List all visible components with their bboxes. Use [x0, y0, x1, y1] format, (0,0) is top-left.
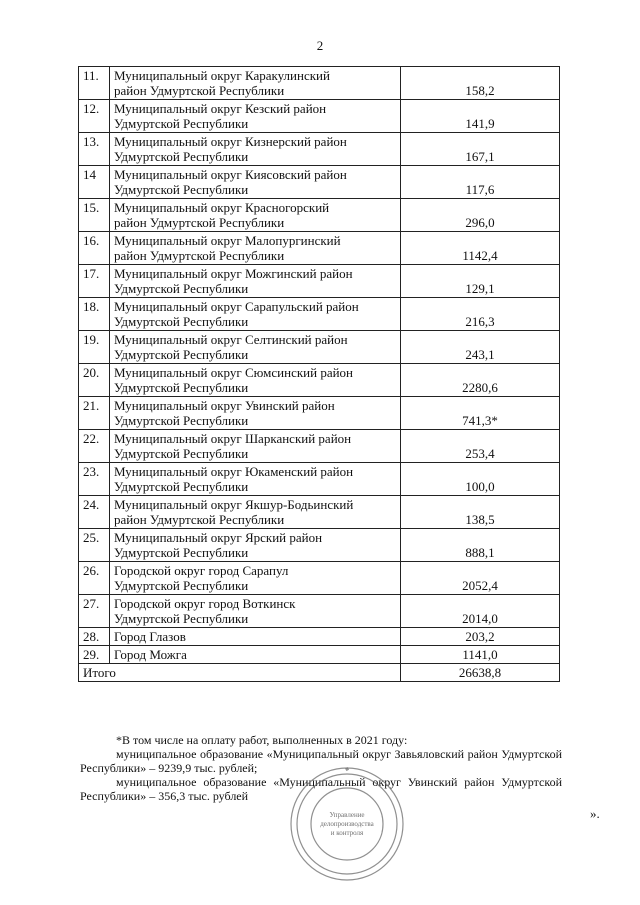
municipality-name-line: район Удмуртской Республики — [114, 512, 285, 527]
amount-value: 2052,4 — [401, 562, 560, 595]
table-row — [79, 298, 560, 331]
municipality-name-line: Муниципальный округ Кизнерский район — [114, 134, 347, 149]
footnote-item-2: муниципальное образование «Муниципальный округ Увинский район Удмуртской Республики» – 356,3 тыс. рублей — [80, 775, 562, 803]
amount-value: 167,1 — [401, 133, 560, 166]
municipality-name — [110, 133, 401, 166]
table-row — [79, 529, 560, 562]
municipality-name — [110, 595, 401, 628]
row-number: 26. — [79, 562, 110, 595]
amount-value: 1141,0 — [401, 646, 560, 664]
table-row — [79, 595, 560, 628]
amount-value: 158,2 — [401, 67, 560, 100]
table-row — [79, 463, 560, 496]
amount-value: 216,3 — [401, 298, 560, 331]
municipality-name — [110, 529, 401, 562]
row-number: 23. — [79, 463, 110, 496]
row-number: 17. — [79, 265, 110, 298]
amount-value: 138,5 — [401, 496, 560, 529]
municipality-name — [110, 646, 401, 664]
row-number: 22. — [79, 430, 110, 463]
table-row — [79, 496, 560, 529]
table-row — [79, 628, 560, 646]
stamp-text-line: и контроля — [330, 829, 364, 837]
amount-value: 117,6 — [401, 166, 560, 199]
row-number: 12. — [79, 100, 110, 133]
municipality-name-line: Удмуртской Республики — [114, 182, 249, 197]
amount-value: 1142,4 — [401, 232, 560, 265]
municipality-name-line: Удмуртской Республики — [114, 347, 249, 362]
municipality-name — [110, 100, 401, 133]
municipality-name-line: Муниципальный округ Шарканский район — [114, 431, 352, 446]
municipality-name-line: Городской округ город Сарапул — [114, 563, 289, 578]
municipality-name-line: Удмуртской Республики — [114, 281, 249, 296]
municipality-name — [110, 628, 401, 646]
table-row — [79, 133, 560, 166]
municipality-name — [110, 232, 401, 265]
amount-value: 100,0 — [401, 463, 560, 496]
municipality-name-line: Муниципальный округ Кезский район — [114, 101, 327, 116]
municipality-name-line: Муниципальный округ Увинский район — [114, 398, 335, 413]
amount-value: 2280,6 — [401, 364, 560, 397]
municipality-name-line: Муниципальный округ Малопургинский — [114, 233, 341, 248]
municipality-name-line: Муниципальный округ Селтинский район — [114, 332, 348, 347]
footnote-heading: *В том числе на оплату работ, выполненных в 2021 году: — [116, 733, 408, 747]
municipality-name — [110, 298, 401, 331]
row-number: 28. — [79, 628, 110, 646]
municipality-name-line: Город Глазов — [114, 629, 186, 644]
amount-value: 296,0 — [401, 199, 560, 232]
municipality-name-line: Муниципальный округ Сюмсинский район — [114, 365, 354, 380]
table-row — [79, 166, 560, 199]
municipality-name-line: район Удмуртской Республики — [114, 215, 285, 230]
municipality-name-line: Удмуртской Республики — [114, 479, 249, 494]
municipality-name-line: район Удмуртской Республики — [114, 83, 285, 98]
table-row — [79, 331, 560, 364]
page-number: 2 — [316, 38, 324, 53]
municipality-name-line: Муниципальный округ Киясовский район — [114, 167, 347, 182]
row-number: 11. — [79, 67, 110, 100]
municipality-name-line: Удмуртской Республики — [114, 149, 249, 164]
row-number: 14 — [79, 166, 110, 199]
row-number: 15. — [79, 199, 110, 232]
amount-value: 2014,0 — [401, 595, 560, 628]
municipality-name-line: Муниципальный округ Юкаменский район — [114, 464, 354, 479]
municipality-name-line: Город Можга — [114, 647, 187, 662]
municipality-name — [110, 562, 401, 595]
municipality-name-line: Удмуртской Республики — [114, 413, 249, 428]
row-number: 25. — [79, 529, 110, 562]
row-number: 18. — [79, 298, 110, 331]
row-number: 21. — [79, 397, 110, 430]
municipality-name-line: район Удмуртской Республики — [114, 248, 285, 263]
row-number: 24. — [79, 496, 110, 529]
amount-value: 203,2 — [401, 628, 560, 646]
table-row — [79, 430, 560, 463]
total-row — [79, 664, 560, 682]
municipality-name — [110, 331, 401, 364]
row-number: 19. — [79, 331, 110, 364]
table-row — [79, 646, 560, 664]
municipality-name-line: Удмуртской Республики — [114, 380, 249, 395]
closing-mark: ». — [590, 806, 600, 821]
footnote-item-1: муниципальное образование «Муниципальный округ Завьяловский район Удмуртской Республики» – 9239,9 тыс. рублей; — [80, 747, 562, 775]
stamp-text-line: Управление — [329, 811, 365, 819]
row-number: 29. — [79, 646, 110, 664]
municipality-name — [110, 166, 401, 199]
amount-value: 141,9 — [401, 100, 560, 133]
municipality-name — [110, 397, 401, 430]
row-number: 27. — [79, 595, 110, 628]
total-value: 26638,8 — [401, 664, 560, 682]
municipality-name — [110, 430, 401, 463]
row-number: 16. — [79, 232, 110, 265]
municipality-name — [110, 265, 401, 298]
municipality-name-line: Удмуртской Республики — [114, 446, 249, 461]
municipality-name-line: Удмуртской Республики — [114, 314, 249, 329]
table-row — [79, 562, 560, 595]
municipality-name-line: Муниципальный округ Ярский район — [114, 530, 323, 545]
row-number: 13. — [79, 133, 110, 166]
municipality-name-line: Муниципальный округ Сарапульский район — [114, 299, 359, 314]
total-label: Итого — [79, 664, 401, 682]
amount-value: 243,1 — [401, 331, 560, 364]
row-number: 20. — [79, 364, 110, 397]
table-row — [79, 100, 560, 133]
amount-value: 888,1 — [401, 529, 560, 562]
table-row — [79, 364, 560, 397]
amount-value: 741,3* — [401, 397, 560, 430]
table-row — [79, 397, 560, 430]
stamp-text-line: делопроизводства — [320, 820, 374, 828]
table-row — [79, 199, 560, 232]
table-row — [79, 265, 560, 298]
official-stamp — [288, 765, 406, 883]
budget-table — [78, 66, 560, 682]
table-row — [79, 232, 560, 265]
municipality-name-line: Удмуртской Республики — [114, 578, 249, 593]
municipality-name-line: Удмуртской Республики — [114, 116, 249, 131]
municipality-name-line: Муниципальный округ Красногорский — [114, 200, 330, 215]
municipality-name-line: Городской округ город Воткинск — [114, 596, 296, 611]
amount-value: 129,1 — [401, 265, 560, 298]
municipality-name — [110, 463, 401, 496]
table-body — [79, 67, 560, 682]
municipality-name — [110, 199, 401, 232]
municipality-name-line: Муниципальный округ Каракулинский — [114, 68, 330, 83]
municipality-name — [110, 67, 401, 100]
municipality-name-line: Удмуртской Республики — [114, 545, 249, 560]
municipality-name-line: Муниципальный округ Якшур-Бодьинский — [114, 497, 354, 512]
municipality-name — [110, 364, 401, 397]
municipality-name-line: Муниципальный округ Можгинский район — [114, 266, 353, 281]
amount-value: 253,4 — [401, 430, 560, 463]
table-row — [79, 67, 560, 100]
municipality-name-line: Удмуртской Республики — [114, 611, 249, 626]
municipality-name — [110, 496, 401, 529]
